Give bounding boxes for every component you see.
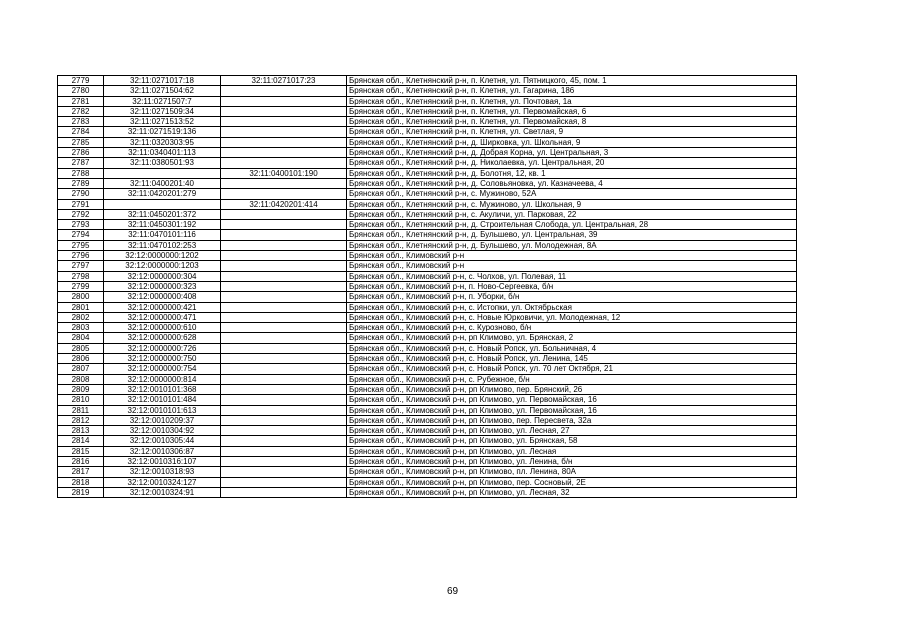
row-number-cell: 2804 [58, 333, 104, 343]
building-cadastral-number-cell [221, 364, 347, 374]
table-row [58, 354, 797, 364]
table-row [58, 117, 797, 127]
row-number-cell: 2799 [58, 281, 104, 291]
table-row [58, 96, 797, 106]
cadastral-number-cell: 32:11:0271519:136 [104, 127, 221, 137]
row-number-cell: 2814 [58, 436, 104, 446]
table-row [58, 86, 797, 96]
table-row [58, 395, 797, 405]
cadastral-number-cell: 32:12:0000000:304 [104, 271, 221, 281]
row-number-cell: 2794 [58, 230, 104, 240]
address-cell: Брянская обл., Климовский р-н, рп Климово, пер. Сосновый, 2Е [347, 477, 797, 487]
cadastral-number-cell: 32:12:0010305:44 [104, 436, 221, 446]
address-cell: Брянская обл., Клетнянский р-н, д. Бульшево, ул. Центральная, 39 [347, 230, 797, 240]
building-cadastral-number-cell [221, 487, 347, 497]
cadastral-number-cell: 32:12:0000000:750 [104, 354, 221, 364]
table-row [58, 261, 797, 271]
table-row [58, 312, 797, 322]
cadastral-number-cell: 32:12:0010324:127 [104, 477, 221, 487]
address-cell: Брянская обл., Климовский р-н, п. Уборки, б/н [347, 292, 797, 302]
address-cell: Брянская обл., Клетнянский р-н, д. Добрая Корна, ул. Центральная, 3 [347, 148, 797, 158]
building-cadastral-number-cell [221, 281, 347, 291]
building-cadastral-number-cell: 32:11:0400101:190 [221, 168, 347, 178]
table-row [58, 374, 797, 384]
table-row [58, 178, 797, 188]
cadastral-number-cell: 32:12:0010324:91 [104, 487, 221, 497]
row-number-cell: 2784 [58, 127, 104, 137]
building-cadastral-number-cell: 32:11:0271017:23 [221, 76, 347, 86]
building-cadastral-number-cell [221, 292, 347, 302]
registry-table-body [58, 76, 797, 498]
building-cadastral-number-cell [221, 106, 347, 116]
row-number-cell: 2813 [58, 426, 104, 436]
cadastral-number-cell: 32:11:0271513:52 [104, 117, 221, 127]
building-cadastral-number-cell [221, 271, 347, 281]
table-row [58, 168, 797, 178]
building-cadastral-number-cell [221, 415, 347, 425]
address-cell: Брянская обл., Клетнянский р-н, с. Мужиново, 52А [347, 189, 797, 199]
building-cadastral-number-cell [221, 230, 347, 240]
table-row [58, 477, 797, 487]
cadastral-number-cell: 32:11:0450201:372 [104, 209, 221, 219]
cadastral-number-cell: 32:12:0000000:610 [104, 323, 221, 333]
row-number-cell: 2819 [58, 487, 104, 497]
cadastral-number-cell: 32:11:0271509:34 [104, 106, 221, 116]
cadastral-number-cell: 32:12:0010209:37 [104, 415, 221, 425]
building-cadastral-number-cell [221, 220, 347, 230]
building-cadastral-number-cell [221, 467, 347, 477]
cadastral-number-cell: 32:11:0271507:7 [104, 96, 221, 106]
table-row [58, 240, 797, 250]
row-number-cell: 2781 [58, 96, 104, 106]
row-number-cell: 2780 [58, 86, 104, 96]
cadastral-number-cell: 32:12:0000000:471 [104, 312, 221, 322]
building-cadastral-number-cell [221, 426, 347, 436]
row-number-cell: 2808 [58, 374, 104, 384]
address-cell: Брянская обл., Клетнянский р-н, д. Николаевка, ул. Центральная, 20 [347, 158, 797, 168]
row-number-cell: 2779 [58, 76, 104, 86]
building-cadastral-number-cell [221, 158, 347, 168]
address-cell: Брянская обл., Климовский р-н, с. Курозново, б/н [347, 323, 797, 333]
cadastral-number-cell: 32:11:0340401:113 [104, 148, 221, 158]
row-number-cell: 2791 [58, 199, 104, 209]
building-cadastral-number-cell [221, 405, 347, 415]
address-cell: Брянская обл., Клетнянский р-н, с. Мужиново, ул. Школьная, 9 [347, 199, 797, 209]
address-cell: Брянская обл., Клетнянский р-н, д. Болотня, 12, кв. 1 [347, 168, 797, 178]
row-number-cell: 2812 [58, 415, 104, 425]
table-row [58, 467, 797, 477]
row-number-cell: 2809 [58, 384, 104, 394]
cadastral-number-cell: 32:11:0450301:192 [104, 220, 221, 230]
address-cell: Брянская обл., Климовский р-н, с. Истопки, ул. Октябрьская [347, 302, 797, 312]
table-row [58, 343, 797, 353]
cadastral-number-cell: 32:12:0010304:92 [104, 426, 221, 436]
table-row [58, 199, 797, 209]
table-row [58, 456, 797, 466]
cadastral-number-cell: 32:12:0010316:107 [104, 456, 221, 466]
address-cell: Брянская обл., Клетнянский р-н, п. Клетня, ул. Первомайская, 6 [347, 106, 797, 116]
row-number-cell: 2801 [58, 302, 104, 312]
table-row [58, 158, 797, 168]
cadastral-number-cell: 32:11:0470102:253 [104, 240, 221, 250]
table-row [58, 281, 797, 291]
building-cadastral-number-cell [221, 354, 347, 364]
cadastral-number-cell: 32:11:0400201:40 [104, 178, 221, 188]
address-cell: Брянская обл., Клетнянский р-н, п. Клетня, ул. Пятницкого, 45, пом. 1 [347, 76, 797, 86]
registry-table [57, 75, 797, 498]
building-cadastral-number-cell [221, 261, 347, 271]
building-cadastral-number-cell [221, 240, 347, 250]
address-cell: Брянская обл., Климовский р-н, рп Климово, пер. Пересвета, 32а [347, 415, 797, 425]
address-cell: Брянская обл., Климовский р-н, рп Климово, пер. Брянский, 26 [347, 384, 797, 394]
row-number-cell: 2802 [58, 312, 104, 322]
address-cell: Брянская обл., Клетнянский р-н, д. Бульшево, ул. Молодежная, 8А [347, 240, 797, 250]
building-cadastral-number-cell [221, 148, 347, 158]
cadastral-number-cell: 32:12:0010101:484 [104, 395, 221, 405]
table-row [58, 209, 797, 219]
building-cadastral-number-cell [221, 312, 347, 322]
address-cell: Брянская обл., Климовский р-н [347, 261, 797, 271]
cadastral-number-cell: 32:12:0000000:726 [104, 343, 221, 353]
table-row [58, 323, 797, 333]
cadastral-number-cell: 32:12:0010101:368 [104, 384, 221, 394]
address-cell: Брянская обл., Климовский р-н, рп Климово, ул. Брянская, 58 [347, 436, 797, 446]
row-number-cell: 2787 [58, 158, 104, 168]
building-cadastral-number-cell [221, 127, 347, 137]
address-cell: Брянская обл., Климовский р-н, с. Рубежное, б/н [347, 374, 797, 384]
table-row [58, 76, 797, 86]
table-row [58, 230, 797, 240]
address-cell: Брянская обл., Климовский р-н, рп Климово, ул. Брянская, 2 [347, 333, 797, 343]
table-row [58, 415, 797, 425]
row-number-cell: 2807 [58, 364, 104, 374]
row-number-cell: 2790 [58, 189, 104, 199]
address-cell: Брянская обл., Климовский р-н, с. Новые Юрковичи, ул. Молодежная, 12 [347, 312, 797, 322]
building-cadastral-number-cell [221, 302, 347, 312]
table-row [58, 292, 797, 302]
row-number-cell: 2811 [58, 405, 104, 415]
row-number-cell: 2806 [58, 354, 104, 364]
row-number-cell: 2786 [58, 148, 104, 158]
row-number-cell: 2798 [58, 271, 104, 281]
cadastral-number-cell: 32:12:0000000:323 [104, 281, 221, 291]
row-number-cell: 2815 [58, 446, 104, 456]
cadastral-number-cell: 32:12:0000000:814 [104, 374, 221, 384]
row-number-cell: 2796 [58, 251, 104, 261]
cadastral-number-cell: 32:11:0470101:116 [104, 230, 221, 240]
table-row [58, 426, 797, 436]
address-cell: Брянская обл., Климовский р-н, рп Климово, ул. Лесная [347, 446, 797, 456]
building-cadastral-number-cell [221, 323, 347, 333]
address-cell: Брянская обл., Климовский р-н [347, 251, 797, 261]
cadastral-number-cell: 32:12:0010318:93 [104, 467, 221, 477]
building-cadastral-number-cell [221, 209, 347, 219]
building-cadastral-number-cell [221, 436, 347, 446]
page-number: 69 [446, 586, 459, 597]
table-row [58, 189, 797, 199]
address-cell: Брянская обл., Климовский р-н, рп Климово, ул. Ленина, б/н [347, 456, 797, 466]
table-row [58, 302, 797, 312]
address-cell: Брянская обл., Клетнянский р-н, п. Клетня, ул. Первомайская, 8 [347, 117, 797, 127]
cadastral-number-cell: 32:11:0271017:18 [104, 76, 221, 86]
cadastral-number-cell: 32:12:0000000:408 [104, 292, 221, 302]
address-cell: Брянская обл., Климовский р-н, с. Новый Ропск, ул. 70 лет Октября, 21 [347, 364, 797, 374]
row-number-cell: 2803 [58, 323, 104, 333]
building-cadastral-number-cell [221, 333, 347, 343]
address-cell: Брянская обл., Климовский р-н, с. Чолхов, ул. Полевая, 11 [347, 271, 797, 281]
building-cadastral-number-cell [221, 384, 347, 394]
address-cell: Брянская обл., Клетнянский р-н, п. Клетня, ул. Светлая, 9 [347, 127, 797, 137]
building-cadastral-number-cell [221, 117, 347, 127]
table-row [58, 446, 797, 456]
row-number-cell: 2797 [58, 261, 104, 271]
cadastral-number-cell: 32:11:0271504:62 [104, 86, 221, 96]
address-cell: Брянская обл., Климовский р-н, рп Климово, ул. Первомайская, 16 [347, 405, 797, 415]
address-cell: Брянская обл., Климовский р-н, п. Ново-Сергеевка, б/н [347, 281, 797, 291]
building-cadastral-number-cell [221, 395, 347, 405]
building-cadastral-number-cell [221, 456, 347, 466]
row-number-cell: 2783 [58, 117, 104, 127]
table-row [58, 220, 797, 230]
cadastral-number-cell: 32:11:0320303:95 [104, 137, 221, 147]
table-row [58, 127, 797, 137]
table-row [58, 137, 797, 147]
address-cell: Брянская обл., Климовский р-н, рп Климово, ул. Лесная, 32 [347, 487, 797, 497]
address-cell: Брянская обл., Клетнянский р-н, п. Клетня, ул. Почтовая, 1а [347, 96, 797, 106]
cadastral-number-cell [104, 199, 221, 209]
table-row [58, 271, 797, 281]
row-number-cell: 2810 [58, 395, 104, 405]
table-row [58, 364, 797, 374]
cadastral-number-cell [104, 168, 221, 178]
row-number-cell: 2805 [58, 343, 104, 353]
table-row [58, 487, 797, 497]
row-number-cell: 2800 [58, 292, 104, 302]
building-cadastral-number-cell [221, 374, 347, 384]
address-cell: Брянская обл., Клетнянский р-н, с. Акуличи, ул. Парковая, 22 [347, 209, 797, 219]
cadastral-number-cell: 32:12:0000000:1202 [104, 251, 221, 261]
cadastral-number-cell: 32:12:0010101:613 [104, 405, 221, 415]
row-number-cell: 2789 [58, 178, 104, 188]
building-cadastral-number-cell [221, 189, 347, 199]
address-cell: Брянская обл., Климовский р-н, рп Климово, пл. Ленина, 80А [347, 467, 797, 477]
row-number-cell: 2817 [58, 467, 104, 477]
building-cadastral-number-cell [221, 86, 347, 96]
cadastral-number-cell: 32:11:0420201:279 [104, 189, 221, 199]
row-number-cell: 2792 [58, 209, 104, 219]
table-row [58, 333, 797, 343]
cadastral-number-cell: 32:12:0000000:421 [104, 302, 221, 312]
row-number-cell: 2795 [58, 240, 104, 250]
row-number-cell: 2818 [58, 477, 104, 487]
row-number-cell: 2782 [58, 106, 104, 116]
address-cell: Брянская обл., Клетнянский р-н, д. Соловьяновка, ул. Казначеева, 4 [347, 178, 797, 188]
table-row [58, 436, 797, 446]
building-cadastral-number-cell [221, 96, 347, 106]
cadastral-number-cell: 32:11:0380501:93 [104, 158, 221, 168]
table-row [58, 148, 797, 158]
building-cadastral-number-cell [221, 137, 347, 147]
table-row [58, 251, 797, 261]
cadastral-number-cell: 32:12:0000000:754 [104, 364, 221, 374]
building-cadastral-number-cell [221, 477, 347, 487]
address-cell: Брянская обл., Климовский р-н, с. Новый Ропск, ул. Ленина, 145 [347, 354, 797, 364]
building-cadastral-number-cell [221, 343, 347, 353]
cadastral-number-cell: 32:12:0010306:87 [104, 446, 221, 456]
cadastral-number-cell: 32:12:0000000:628 [104, 333, 221, 343]
address-cell: Брянская обл., Клетнянский р-н, д. Строительная Слобода, ул. Центральная, 28 [347, 220, 797, 230]
row-number-cell: 2793 [58, 220, 104, 230]
table-row [58, 106, 797, 116]
cadastral-number-cell: 32:12:0000000:1203 [104, 261, 221, 271]
table-row [58, 384, 797, 394]
building-cadastral-number-cell [221, 446, 347, 456]
building-cadastral-number-cell [221, 178, 347, 188]
address-cell: Брянская обл., Климовский р-н, с. Новый Ропск, ул. Больничная, 4 [347, 343, 797, 353]
row-number-cell: 2785 [58, 137, 104, 147]
building-cadastral-number-cell: 32:11:0420201:414 [221, 199, 347, 209]
address-cell: Брянская обл., Климовский р-н, рп Климово, ул. Лесная, 27 [347, 426, 797, 436]
row-number-cell: 2788 [58, 168, 104, 178]
address-cell: Брянская обл., Климовский р-н, рп Климово, ул. Первомайская, 16 [347, 395, 797, 405]
table-row [58, 405, 797, 415]
address-cell: Брянская обл., Клетнянский р-н, д. Ширковка, ул. Школьная, 9 [347, 137, 797, 147]
address-cell: Брянская обл., Клетнянский р-н, п. Клетня, ул. Гагарина, 186 [347, 86, 797, 96]
row-number-cell: 2816 [58, 456, 104, 466]
building-cadastral-number-cell [221, 251, 347, 261]
